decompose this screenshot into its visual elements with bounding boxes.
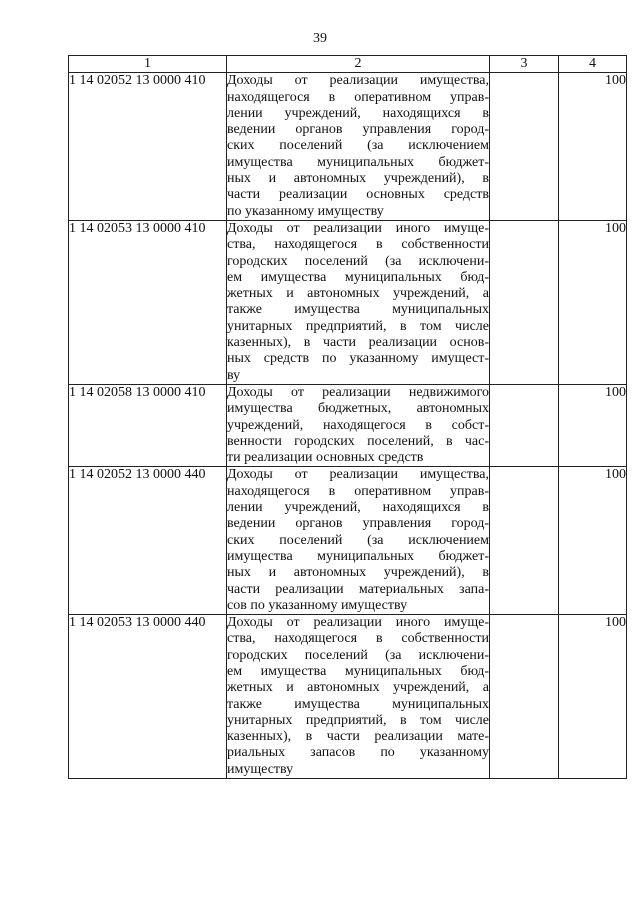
description-line: унитарных предприятий, в том числе — [227, 712, 489, 728]
revenue-description-cell — [227, 220, 490, 384]
revenue-code-cell: 1 14 02053 13 0000 440 — [69, 615, 227, 779]
revenue-code-cell: 1 14 02058 13 0000 410 — [69, 384, 227, 466]
description-line: находящегося в оперативном управ- — [227, 89, 489, 105]
description-line: ведении органов управления город- — [227, 122, 489, 138]
description-line: лении учреждений, находящихся в — [227, 500, 489, 516]
description-line: ву — [227, 367, 241, 383]
header-col-3: 3 — [490, 56, 559, 73]
description-line: ем имущества муниципальных бюд- — [227, 663, 489, 679]
description-line: сов по указанному имуществу — [227, 597, 408, 613]
description-line: унитарных предприятий, в том числе — [227, 318, 489, 334]
description-line: ных и автономных учреждений), в — [227, 171, 489, 187]
description-line: ти реализации основных средств — [227, 450, 424, 466]
table-row — [69, 73, 627, 221]
description-line: находящегося в оперативном управ- — [227, 483, 489, 499]
column-3-cell — [490, 467, 559, 615]
description-line: ских поселений (за исключением — [227, 532, 489, 548]
description-line: части реализации основных средств — [227, 187, 489, 203]
description-line: имущества муниципальных бюджет- — [227, 548, 489, 564]
description-line: ем имущества муниципальных бюд- — [227, 269, 489, 285]
description-line: учреждений, находящегося в собст- — [227, 417, 489, 433]
description-line: имуществу — [227, 761, 294, 777]
description-line: также имущества муниципальных — [227, 696, 489, 712]
description-line: Доходы от реализации недвижимого — [227, 384, 489, 400]
description-line: городских поселений (за исключени- — [227, 253, 489, 269]
revenue-description-cell — [227, 467, 490, 615]
description-line: также имущества муниципальных — [227, 302, 489, 318]
table-row — [69, 384, 627, 466]
description-line: Доходы от реализации иного имуще- — [227, 220, 489, 236]
amount-cell: 100 — [559, 220, 627, 384]
description-line: имущества муниципальных бюджет- — [227, 154, 489, 170]
table-row — [69, 615, 627, 779]
table-row — [69, 467, 627, 615]
header-col-4: 4 — [559, 56, 627, 73]
revenue-table — [68, 55, 627, 779]
revenue-description-cell — [227, 615, 490, 779]
description-line: Доходы от реализации имущества, — [227, 467, 489, 483]
column-3-cell — [490, 73, 559, 221]
column-3-cell — [490, 615, 559, 779]
description-line: венности городских поселений, в час- — [227, 433, 489, 449]
header-col-2: 2 — [227, 56, 490, 73]
revenue-description-cell — [227, 384, 490, 466]
header-col-1: 1 — [69, 56, 227, 73]
revenue-code-cell: 1 14 02052 13 0000 440 — [69, 467, 227, 615]
description-line: ства, находящегося в собственности — [227, 237, 489, 253]
description-line: ведении органов управления город- — [227, 516, 489, 532]
description-line: Доходы от реализации имущества, — [227, 73, 489, 89]
description-line: жетных и автономных учреждений, а — [227, 680, 489, 696]
revenue-description-cell — [227, 73, 490, 221]
page-number: 39 — [313, 31, 327, 46]
amount-cell: 100 — [559, 615, 627, 779]
column-3-cell — [490, 220, 559, 384]
amount-cell: 100 — [559, 73, 627, 221]
description-line: казенных), в части реализации основ- — [227, 335, 489, 351]
amount-cell: 100 — [559, 467, 627, 615]
description-line: лении учреждений, находящихся в — [227, 105, 489, 121]
description-line: по указанному имуществу — [227, 203, 384, 219]
description-line: казенных), в части реализации мате- — [227, 729, 489, 745]
amount-cell: 100 — [559, 384, 627, 466]
description-line: имущества бюджетных, автономных — [227, 401, 489, 417]
revenue-code-cell: 1 14 02052 13 0000 410 — [69, 73, 227, 221]
description-line: части реализации материальных запа- — [227, 581, 489, 597]
column-3-cell — [490, 384, 559, 466]
description-line: ных средств по указанному имущест- — [227, 351, 489, 367]
description-line: риальных запасов по указанному — [227, 745, 489, 761]
description-line: ских поселений (за исключением — [227, 138, 489, 154]
revenue-code-cell: 1 14 02053 13 0000 410 — [69, 220, 227, 384]
description-line: Доходы от реализации иного имуще- — [227, 615, 489, 631]
description-line: ства, находящегося в собственности — [227, 631, 489, 647]
description-line: ных и автономных учреждений), в — [227, 565, 489, 581]
description-line: городских поселений (за исключени- — [227, 647, 489, 663]
table-header-row — [69, 56, 627, 73]
table-row — [69, 220, 627, 384]
description-line: жетных и автономных учреждений, а — [227, 286, 489, 302]
